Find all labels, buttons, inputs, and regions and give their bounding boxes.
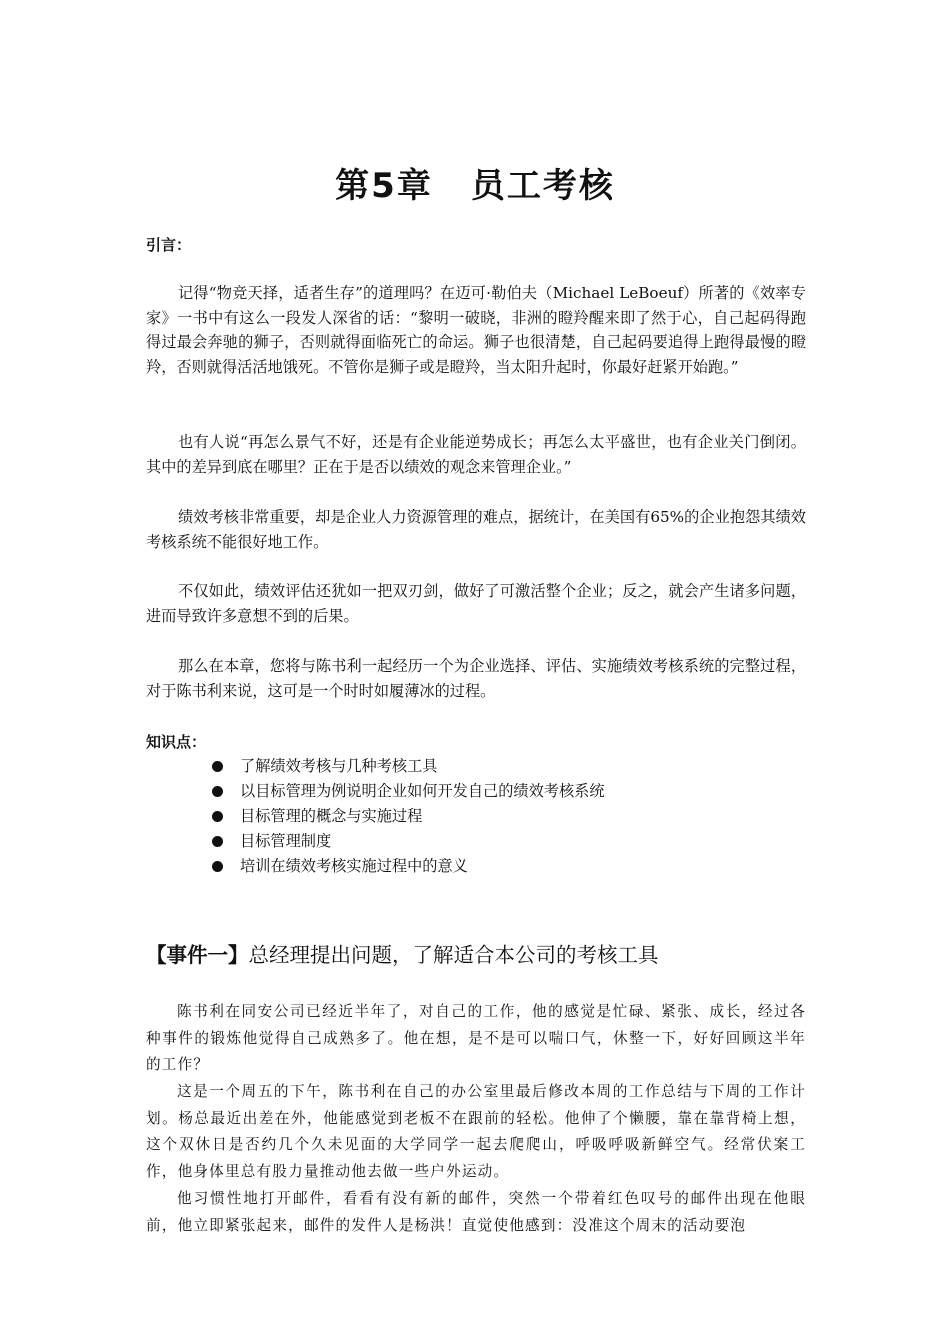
list-item: 目标管理的概念与实施过程 [212, 804, 605, 829]
knowledge-list [212, 754, 605, 879]
bullet-icon [212, 761, 223, 772]
chapter-name: 员工考核 [470, 166, 615, 206]
intro-paragraph-4: 不仅如此，绩效评估还犹如一把双刃剑，做好了可激活整个企业；反之，就会产生诸多问题，进而导致许多意想不到的后果。 [146, 582, 806, 625]
intro-paragraph-5: 那么在本章，您将与陈书利一起经历一个为企业选择、评估、实施绩效考核系统的完整过程，对于陈书利来说，这可是一个时时如履薄冰的过程。 [146, 657, 806, 700]
intro-paragraph-1: 记得“物竞天择，适者生存”的道理吗？在迈可·勒伯夫（Michael LeBoeuf）所著的《效率专家》一书中有这么一段发人深省的话：“黎明一破晓，非洲的瞪羚醒来即了然于心，自己起码得跑得过最会奔驰的狮子，否则就得面临死亡的命运。狮子也很清楚，自己起码要追得上跑得最慢的瞪羚，否则就得活活地饿死。不管你是狮子或是瞪羚，当太阳升起时，你最好赶紧开始跑。” [146, 284, 806, 376]
event-paragraph-3: 他习惯性地打开邮件，看看有没有新的邮件，突然一个带着红色叹号的邮件出现在他眼前，他立即紧张起来，邮件的发件人是杨洪！直觉使他感到：没准这个周末的活动要泡 [146, 1190, 806, 1234]
list-item: 以目标管理为例说明企业如何开发自己的绩效考核系统 [212, 779, 605, 804]
intro-label: 引言： [146, 236, 192, 254]
event-tag: 【事件一】 [146, 943, 249, 967]
list-item: 目标管理制度 [212, 829, 605, 854]
event-paragraph-2: 这是一个周五的下午，陈书利在自己的办公室里最后修改本周的工作总结与下周的工作计划。杨总最近出差在外，他能感觉到老板不在跟前的轻松。他伸了个懒腰，靠在靠背椅上想，这个双休日是否约几个久未见面的大学同学一起去爬爬山，呼吸呼吸新鲜空气。经常伏案工作，他身体里总有股力量推动他去做一些户外运动。 [146, 1083, 806, 1181]
event-heading [146, 938, 659, 968]
intro-paragraph-2: 也有人说“再怎么景气不好，还是有企业能逆势成长；再怎么太平盛世，也有企业关门倒闭。其中的差异到底在哪里？正在于是否以绩效的观念来管理企业。” [146, 433, 806, 476]
bullet-icon [212, 786, 223, 797]
chapter-title [0, 158, 950, 207]
event-paragraph-1: 陈书利在同安公司已经近半年了，对自己的工作，他的感觉是忙碌、紧张、成长，经过各种事件的锻炼他觉得自己成熟多了。他在想，是不是可以喘口气，休整一下，好好回顾这半年的工作？ [146, 1003, 806, 1074]
list-item: 了解绩效考核与几种考核工具 [212, 754, 605, 779]
chapter-number: 第5章 [335, 166, 433, 206]
bullet-icon [212, 836, 223, 847]
bullet-icon [212, 811, 223, 822]
knowledge-label: 知识点： [146, 733, 207, 751]
list-item: 培训在绩效考核实施过程中的意义 [212, 854, 605, 879]
bullet-icon [212, 861, 223, 872]
intro-paragraph-3: 绩效考核非常重要，却是企业人力资源管理的难点，据统计，在美国有65%的企业抱怨其绩效考核系统不能很好地工作。 [146, 508, 806, 551]
event-title: 总经理提出问题，了解适合本公司的考核工具 [248, 943, 659, 967]
